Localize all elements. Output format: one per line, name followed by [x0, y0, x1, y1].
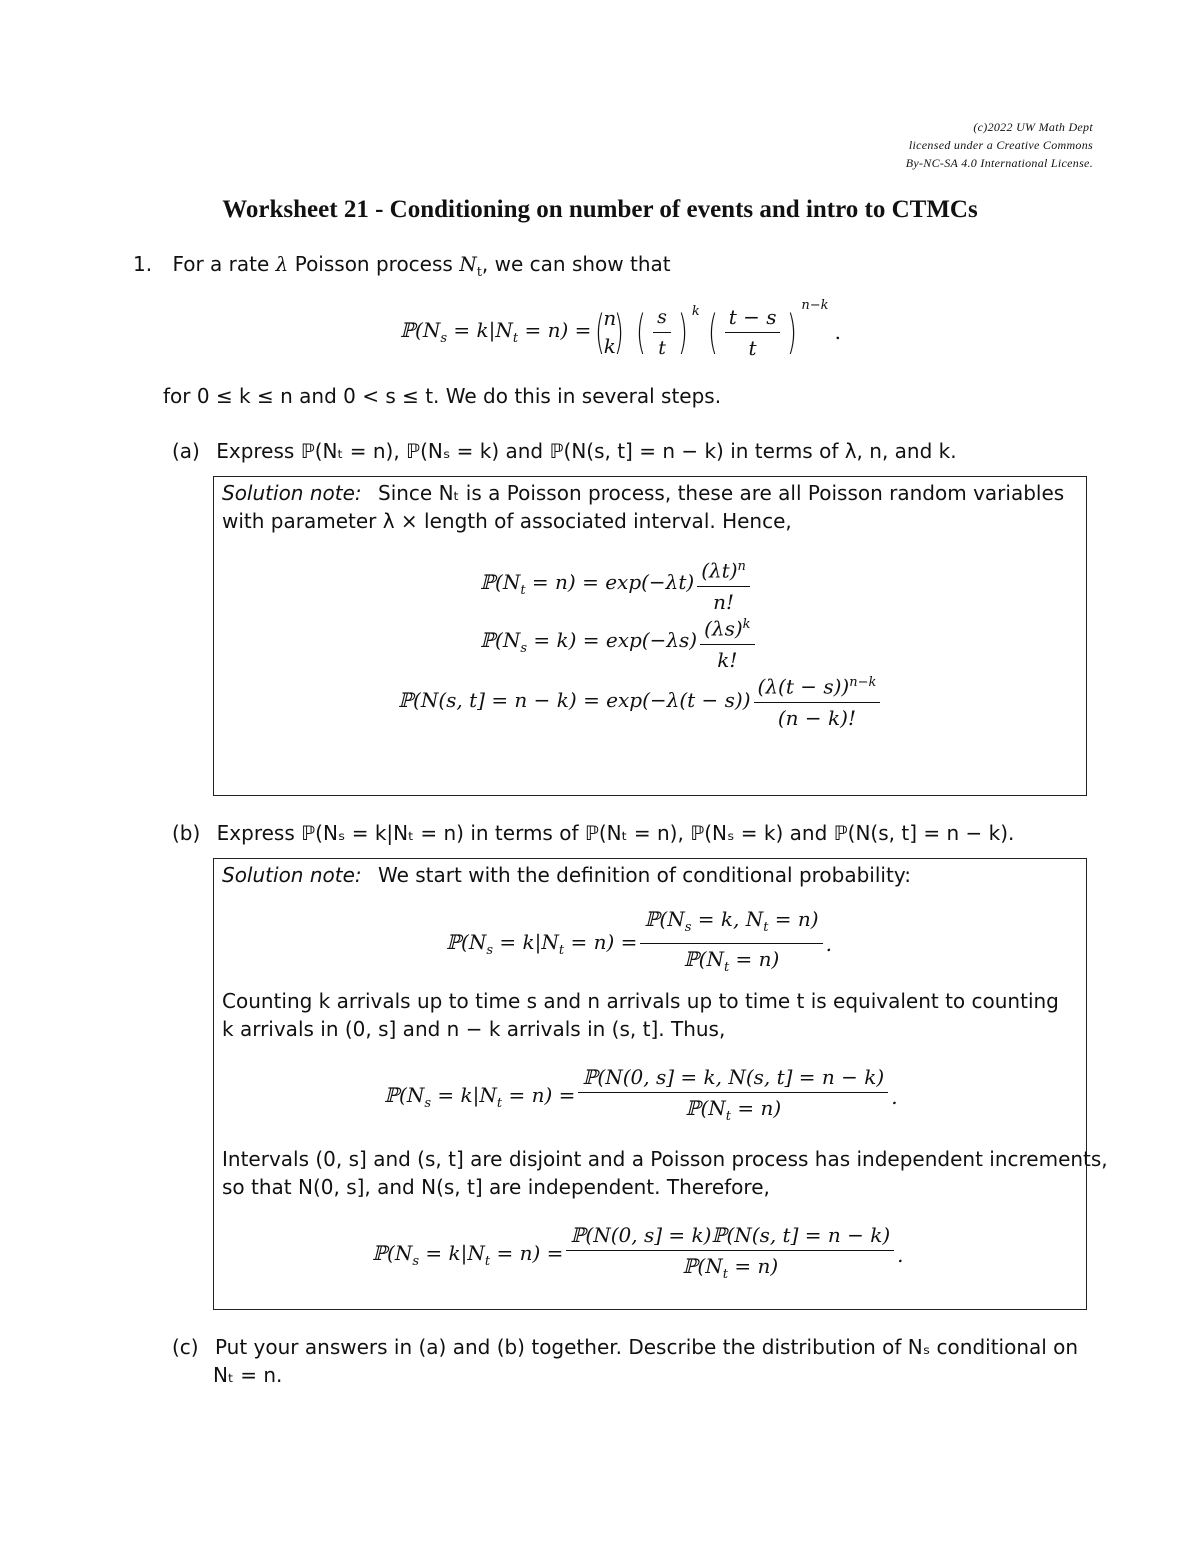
eq-conditional-definition: $ℙ(N_s = k|N_t = n)$ = $\frac{ℙ(N_s = k, N_t = n)}{ℙ(N_t = n)}$ .	[446, 907, 832, 975]
intro-mid: Poisson process	[294, 252, 453, 276]
part-a-question	[172, 439, 957, 463]
license-line-1: (c)2022 UW Math Dept	[973, 120, 1093, 134]
part-b-text: Express ℙ(Nₛ = k|Nₜ = n) in terms of ℙ(Nₜ = n), ℙ(Nₛ = k) and ℙ(N(s, t] = n − k).	[216, 821, 1015, 845]
part-c-question	[172, 1335, 1078, 1359]
range-condition: for 0 ≤ k ≤ n and 0 < s ≤ t. We do this in several steps.	[163, 384, 722, 408]
part-a-solution-line-1	[222, 481, 1064, 505]
worksheet-title: Worksheet 21 - Conditioning on number of events and intro to CTMCs	[222, 196, 978, 223]
part-a-label: (a)	[172, 439, 200, 463]
eq-p-nt-equals-n: $ℙ(N_t = n) = \exp(-\lambda t)$ $\frac{(\lambda t)^n}{n!}$	[480, 555, 753, 614]
eq-conditional-counting: $ℙ(N_s = k|N_t = n)$ = $\frac{\text{ℙ(N(0, s] = k, N(s, t] = n − k)}}{ℙ(N_t = n)}$ .	[384, 1065, 898, 1124]
eq-p-ns-equals-k: $ℙ(N_s = k) = \exp(-\lambda s)$ $\frac{(\lambda s)^k}{k!}$	[480, 613, 758, 672]
part-a-text: Express ℙ(Nₜ = n), ℙ(Nₛ = k) and ℙ(N(s, t] = n − k) in terms of λ, n, and k.	[216, 439, 957, 463]
solution-note-label: Solution note:	[222, 863, 362, 887]
part-b-para-2-line-2: k arrivals in (0, s] and n − k arrivals in (s, t]. Thus,	[222, 1017, 726, 1041]
intro-pre: For a rate	[172, 252, 270, 276]
license-line-3: By-NC-SA 4.0 International License.	[905, 156, 1093, 170]
part-c-line-2: Nₜ = n.	[213, 1363, 283, 1387]
n-t-symbol: $N_t$	[459, 252, 482, 280]
license-line-2: licensed under a Creative Commons	[908, 138, 1093, 152]
intro-post: , we can show that	[481, 252, 671, 276]
part-c-label: (c)	[172, 1335, 199, 1359]
part-b-para-3-line-1: Intervals (0, s] and (s, t] are disjoint and a Poisson process has independent increments,	[222, 1147, 1108, 1171]
part-b-para-3-line-2: so that N(0, s], and N(s, t] are independent. Therefore,	[222, 1175, 770, 1199]
eq-conditional-independent: $ℙ(N_s = k|N_t = n)$ = $\frac{\text{ℙ(N(0, s] = k)ℙ(N(s, t] = n − k)}}{ℙ(N_t = n)}$ .	[372, 1223, 904, 1282]
part-b-solution-line-1	[222, 863, 911, 887]
part-a-solution-line-2: with parameter λ × length of associated interval. Hence,	[222, 509, 792, 533]
part-b-question	[172, 821, 1014, 845]
eq-p-increment: ℙ(N(s, t] = n − k) = exp(−λ(t − s)) $\frac{(\lambda(t - s))^{n-k}}{(n - k)!}$	[398, 671, 883, 730]
question-number: 1.	[133, 252, 153, 276]
part-a-solution-text-1: Since Nₜ is a Poisson process, these are all Poisson random variables	[378, 481, 1065, 505]
part-b-solution-text-1: We start with the definition of conditional probability:	[378, 863, 911, 887]
solution-note-label: Solution note:	[222, 481, 362, 505]
lambda-symbol: λ	[275, 252, 289, 276]
part-c-line-1: Put your answers in (a) and (b) together. Describe the distribution of Nₛ conditional on	[214, 1335, 1079, 1359]
part-a-solution-box	[213, 476, 1087, 796]
part-b-para-2-line-1: Counting k arrivals up to time s and n arrivals up to time t is equivalent to counting	[222, 989, 1059, 1013]
question-1-intro	[133, 252, 671, 280]
license-notice	[906, 118, 1093, 172]
part-b-label: (b)	[172, 821, 201, 845]
part-b-solution-box	[213, 858, 1108, 1310]
main-binomial-equation: $ℙ(N_s = k|N_t = n)$ = ( n k ) ( $\frac{s}{t}$ ) $^k$ ( $\frac{t - s}{t}$ ) $^{n-k}$ .	[400, 298, 841, 360]
